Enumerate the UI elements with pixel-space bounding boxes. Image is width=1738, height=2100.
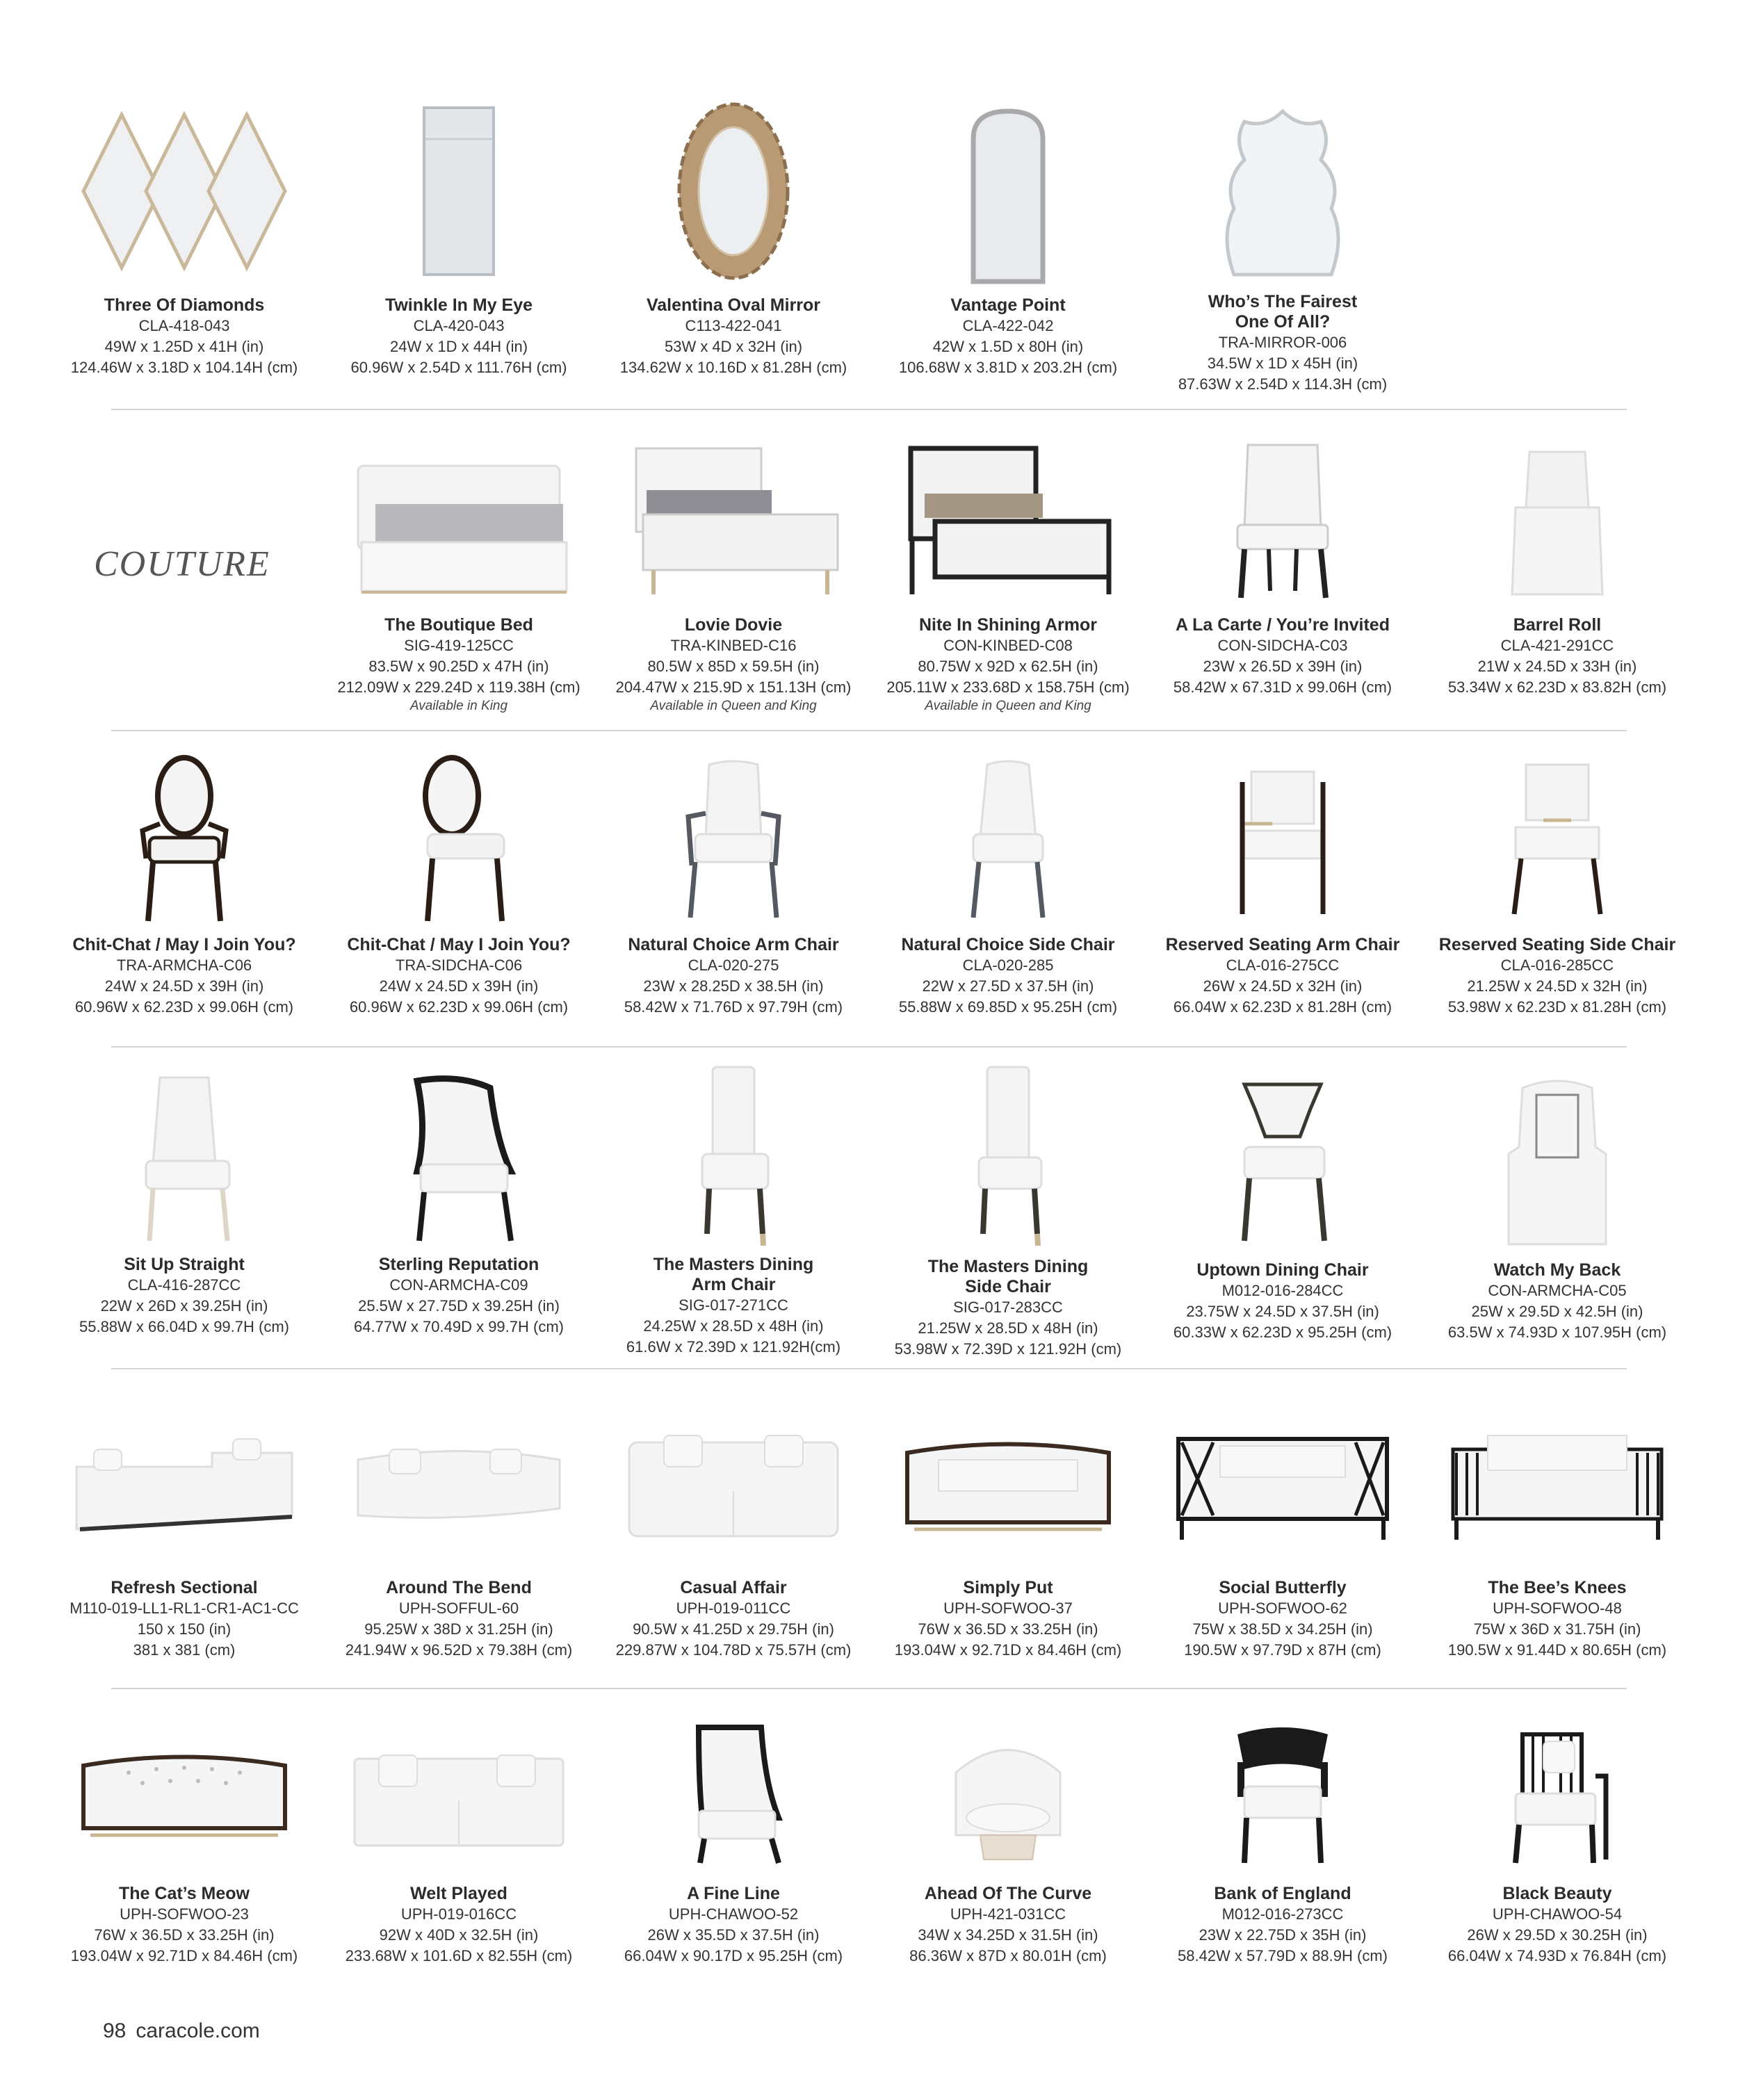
product-dimensions-cm: 86.36W x 87D x 80.01H (cm) — [909, 1947, 1107, 1964]
product-dimensions-in: 95.25W x 38D x 31.25H (in) — [364, 1620, 553, 1638]
product-sku: UPH-SOFWOO-37 — [943, 1600, 1073, 1617]
product-name: Nite In Shining Armor — [918, 615, 1098, 635]
product-dimensions-in: 23W x 22.75D x 35H (in) — [1199, 1926, 1367, 1944]
product-dimensions-cm: 53.98W x 62.23D x 81.28H (cm) — [1447, 998, 1667, 1016]
product-row-sofas — [49, 1397, 1689, 1675]
tufted-sofa-icon — [73, 1738, 295, 1866]
product-dimensions-in: 22W x 27.5D x 37.5H (in) — [922, 977, 1094, 995]
product-dimensions-cm: 134.62W x 10.16D x 81.28H (cm) — [619, 359, 847, 376]
product-dimensions-cm: 233.68W x 101.6D x 82.55H (cm) — [345, 1947, 573, 1964]
product-dimensions-cm: 229.87W x 104.78D x 75.57H (cm) — [615, 1641, 852, 1659]
product-dimensions-in: 92W x 40D x 32.5H (in) — [379, 1926, 539, 1944]
product-sku: TRA-ARMCHA-C06 — [116, 957, 252, 974]
panel-bed-icon — [622, 438, 845, 605]
product-name: Vantage Point — [950, 295, 1066, 315]
klismos-chair-icon — [1171, 1071, 1394, 1251]
product-sku: CLA-020-275 — [688, 957, 779, 974]
product-sku: M110-019-LL1-RL1-CR1-AC1-CC — [70, 1600, 299, 1617]
product-dimensions-cm: 381 x 381 (cm) — [133, 1641, 236, 1659]
product-dimensions-in: 21.25W x 24.5D x 32H (in) — [1467, 977, 1648, 995]
product-dimensions-in: 24W x 24.5D x 39H (in) — [104, 977, 264, 995]
product-row-mirrors — [49, 90, 1689, 403]
square-side-chair-icon — [1446, 754, 1668, 928]
product-name: Reserved Seating Arm Chair — [1165, 935, 1400, 954]
product-dimensions-in: 150 x 150 (in) — [137, 1620, 232, 1638]
product-dimensions-in: 24W x 24.5D x 39H (in) — [379, 977, 539, 995]
framed-bed-icon — [897, 438, 1119, 605]
product-sku: C113-422-041 — [685, 317, 782, 334]
product-name: The Bee’s Knees — [1488, 1578, 1627, 1597]
product-sku: UPH-019-016CC — [400, 1905, 517, 1923]
barrel-chair-icon — [1446, 438, 1668, 605]
product-dimensions-in: 34W x 34.25D x 31.5H (in) — [918, 1926, 1098, 1944]
product-name: Casual Affair — [680, 1578, 787, 1597]
rect-mirror-icon — [348, 97, 570, 285]
framed-arm-chair-icon — [348, 1067, 570, 1251]
wing-chair-icon — [1446, 1071, 1668, 1251]
product-dimensions-cm: 204.47W x 215.9D x 151.13H (cm) — [615, 678, 852, 696]
page-footer — [103, 2019, 260, 2043]
product-dimensions-cm: 58.42W x 57.79D x 88.9H (cm) — [1177, 1947, 1388, 1964]
product-name: Social Butterfly — [1219, 1578, 1347, 1597]
product-dimensions-cm: 87.63W x 2.54D x 114.3H (cm) — [1178, 375, 1388, 393]
product-name: A Fine Line — [687, 1884, 780, 1903]
row-divider — [111, 1046, 1627, 1048]
product-sku: SIG-017-283CC — [953, 1299, 1063, 1316]
upholstered-bed-icon — [348, 438, 570, 605]
product-sku: TRA-KINBED-C16 — [670, 637, 797, 654]
product-dimensions-in: 26W x 35.5D x 37.5H (in) — [647, 1926, 820, 1944]
track-arm-sofa-icon — [348, 1738, 570, 1866]
product-name: Reserved Seating Side Chair — [1438, 935, 1676, 954]
product-dimensions-cm: 53.98W x 72.39D x 121.92H (cm) — [894, 1340, 1122, 1358]
sectional-sofa-icon — [73, 1425, 295, 1550]
product-name: Valentina Oval Mirror — [646, 295, 821, 315]
product-dimensions-in: 90.5W x 41.25D x 29.75H (in) — [633, 1620, 834, 1638]
product-dimensions-cm: 212.09W x 229.24D x 119.38H (cm) — [337, 678, 580, 696]
product-name: Three Of Diamonds — [104, 295, 265, 315]
product-name: Watch My Back — [1493, 1260, 1621, 1280]
product-dimensions-cm: 66.04W x 90.17D x 95.25H (cm) — [624, 1947, 843, 1964]
product-dimensions-cm: 190.5W x 91.44D x 80.65H (cm) — [1447, 1641, 1667, 1659]
product-name: Lovie Dovie — [684, 615, 783, 635]
spindle-chair-icon — [1446, 1727, 1668, 1870]
product-name: The Masters Dining Side Chair — [927, 1257, 1089, 1296]
arm-chair-icon — [622, 754, 845, 928]
framed-sofa-icon — [897, 1425, 1119, 1550]
product-name: Ahead Of The Curve — [924, 1884, 1092, 1903]
product-dimensions-in: 76W x 36.5D x 33.25H (in) — [94, 1926, 275, 1944]
product-name: Who’s The Fairest One Of All? — [1208, 292, 1358, 332]
row-divider — [111, 730, 1627, 731]
product-dimensions-cm: 53.34W x 62.23D x 83.82H (cm) — [1447, 678, 1667, 696]
product-sku: CON-ARMCHA-C05 — [1488, 1282, 1627, 1299]
product-name: Barrel Roll — [1513, 615, 1602, 635]
product-sku: CLA-016-285CC — [1500, 957, 1614, 974]
availability-note: Available in Queen and King — [925, 699, 1091, 713]
product-dimensions-in: 23.75W x 24.5D x 37.5H (in) — [1186, 1303, 1379, 1320]
product-name: Welt Played — [410, 1884, 507, 1903]
accent-chair-icon — [622, 1720, 845, 1870]
product-dimensions-in: 42W x 1.5D x 80H (in) — [932, 338, 1084, 355]
lattice-sofa-icon — [1171, 1422, 1394, 1550]
product-sku: CON-ARMCHA-C09 — [389, 1276, 528, 1294]
product-sku: UPH-CHAWOO-52 — [668, 1905, 799, 1923]
oval-back-arm-chair-icon — [73, 754, 295, 928]
product-dimensions-in: 80.5W x 85D x 59.5H (in) — [647, 658, 820, 675]
arched-mirror-icon — [897, 97, 1119, 285]
tall-side-chair-icon — [897, 1064, 1119, 1251]
product-dimensions-cm: 124.46W x 3.18D x 104.14H (cm) — [70, 359, 298, 376]
product-sku: UPH-CHAWOO-54 — [1492, 1905, 1623, 1923]
product-dimensions-cm: 61.6W x 72.39D x 121.92H(cm) — [626, 1338, 841, 1356]
product-name: Sit Up Straight — [124, 1255, 245, 1274]
product-dimensions-cm: 193.04W x 92.71D x 84.46H (cm) — [70, 1947, 298, 1964]
side-chair-icon — [897, 754, 1119, 928]
product-dimensions-cm: 66.04W x 74.93D x 76.84H (cm) — [1447, 1947, 1667, 1964]
availability-note: Available in Queen and King — [650, 699, 817, 713]
product-sku: CLA-016-275CC — [1226, 957, 1340, 974]
product-dimensions-cm: 60.96W x 62.23D x 99.06H (cm) — [74, 998, 294, 1016]
section-label: COUTURE — [94, 544, 270, 584]
product-name: Sterling Reputation — [378, 1255, 539, 1274]
product-dimensions-cm: 64.77W x 70.49D x 99.7H (cm) — [353, 1318, 564, 1335]
product-row-chairs — [49, 747, 1689, 1032]
product-sku: UPH-SOFWOO-23 — [120, 1905, 249, 1923]
product-sku: CLA-416-287CC — [127, 1276, 241, 1294]
product-name: Black Beauty — [1502, 1884, 1612, 1903]
product-row-beds — [49, 431, 1689, 723]
curved-sofa-icon — [348, 1425, 570, 1550]
product-name: Uptown Dining Chair — [1196, 1260, 1369, 1280]
product-dimensions-cm: 205.11W x 233.68D x 158.75H (cm) — [886, 678, 1130, 696]
product-name: Bank of England — [1214, 1884, 1351, 1903]
availability-note: Available in King — [409, 699, 508, 713]
venetian-mirror-icon — [1171, 97, 1394, 285]
product-sku: CLA-020-285 — [962, 957, 1054, 974]
site-link[interactable]: caracole.com — [136, 2019, 260, 2042]
product-name: The Masters Dining Arm Chair — [653, 1255, 814, 1294]
page-number: 98 — [103, 2019, 127, 2042]
product-sku: SIG-419-125CC — [404, 637, 514, 654]
square-arm-chair-icon — [1171, 754, 1394, 928]
product-row-seating — [49, 1717, 1689, 1995]
product-name: Chit-Chat / May I Join You? — [347, 935, 571, 954]
oval-back-side-chair-icon — [348, 754, 570, 928]
product-dimensions-cm: 193.04W x 92.71D x 84.46H (cm) — [894, 1641, 1122, 1659]
parsons-chair-icon — [73, 1067, 295, 1251]
product-sku: CLA-421-291CC — [1500, 637, 1614, 654]
oval-mirror-icon — [622, 97, 845, 285]
product-sku: CON-SIDCHA-C03 — [1217, 637, 1348, 654]
product-dimensions-in: 23W x 28.25D x 38.5H (in) — [643, 977, 824, 995]
product-dimensions-cm: 241.94W x 96.52D x 79.38H (cm) — [345, 1641, 573, 1659]
slipcover-sofa-icon — [622, 1422, 845, 1550]
product-name: The Cat’s Meow — [119, 1884, 250, 1903]
product-sku: CON-KINBED-C08 — [943, 637, 1073, 654]
product-dimensions-in: 23W x 26.5D x 39H (in) — [1203, 658, 1363, 675]
product-dimensions-cm: 55.88W x 69.85D x 95.25H (cm) — [898, 998, 1118, 1016]
product-dimensions-cm: 55.88W x 66.04D x 99.7H (cm) — [79, 1318, 289, 1335]
product-dimensions-in: 76W x 36.5D x 33.25H (in) — [918, 1620, 1098, 1638]
product-dimensions-in: 75W x 38.5D x 34.25H (in) — [1192, 1620, 1373, 1638]
product-sku: TRA-SIDCHA-C06 — [395, 957, 523, 974]
product-name: A La Carte / You’re Invited — [1176, 615, 1390, 635]
product-name: Natural Choice Side Chair — [901, 935, 1115, 954]
row-divider — [111, 1368, 1627, 1369]
product-dimensions-in: 22W x 26D x 39.25H (in) — [100, 1297, 268, 1314]
product-name: Twinkle In My Eye — [384, 295, 533, 315]
product-dimensions-in: 83.5W x 90.25D x 47H (in) — [368, 658, 549, 675]
product-dimensions-in: 75W x 36D x 31.75H (in) — [1473, 1620, 1641, 1638]
product-sku: M012-016-273CC — [1221, 1905, 1344, 1923]
product-dimensions-cm: 106.68W x 3.81D x 203.2H (cm) — [898, 359, 1118, 376]
dining-chair-icon — [1171, 438, 1394, 605]
product-sku: UPH-019-011CC — [676, 1600, 791, 1617]
gallery-sofa-icon — [1446, 1422, 1668, 1550]
product-dimensions-in: 25.5W x 27.75D x 39.25H (in) — [358, 1297, 560, 1314]
product-sku: UPH-SOFWOO-62 — [1218, 1600, 1347, 1617]
diamond-mirror-icon — [73, 97, 295, 285]
product-name: Simply Put — [963, 1578, 1053, 1597]
tall-arm-chair-icon — [622, 1064, 845, 1251]
product-sku: UPH-SOFWOO-48 — [1493, 1600, 1622, 1617]
product-sku: M012-016-284CC — [1221, 1282, 1344, 1299]
product-dimensions-in: 26W x 24.5D x 32H (in) — [1203, 977, 1363, 995]
product-dimensions-cm: 60.96W x 62.23D x 99.06H (cm) — [349, 998, 569, 1016]
barrel-arm-chair-icon — [1171, 1720, 1394, 1870]
product-dimensions-in: 24W x 1D x 44H (in) — [389, 338, 528, 355]
row-divider — [111, 409, 1627, 410]
product-sku: CLA-418-043 — [138, 317, 230, 334]
product-row-dining-chairs — [49, 1060, 1689, 1369]
product-name: The Boutique Bed — [384, 615, 533, 635]
product-dimensions-in: 34.5W x 1D x 45H (in) — [1207, 355, 1358, 372]
product-name: Around The Bend — [386, 1578, 532, 1597]
product-dimensions-cm: 58.42W x 67.31D x 99.06H (cm) — [1173, 678, 1392, 696]
product-sku: SIG-017-271CC — [679, 1296, 788, 1314]
product-dimensions-in: 53W x 4D x 32H (in) — [664, 338, 803, 355]
product-dimensions-in: 49W x 1.25D x 41H (in) — [104, 338, 264, 355]
product-dimensions-cm: 66.04W x 62.23D x 81.28H (cm) — [1173, 998, 1392, 1016]
product-sku: UPH-SOFFUL-60 — [398, 1600, 519, 1617]
row-divider — [111, 1688, 1627, 1689]
product-sku: TRA-MIRROR-006 — [1218, 334, 1347, 351]
product-name: Refresh Sectional — [111, 1578, 258, 1597]
product-dimensions-cm: 63.5W x 74.93D x 107.95H (cm) — [1447, 1324, 1667, 1341]
product-name: Chit-Chat / May I Join You? — [72, 935, 296, 954]
product-dimensions-in: 80.75W x 92D x 62.5H (in) — [918, 658, 1098, 675]
product-dimensions-in: 25W x 29.5D x 42.5H (in) — [1471, 1303, 1643, 1320]
product-dimensions-cm: 60.33W x 62.23D x 95.25H (cm) — [1173, 1324, 1392, 1341]
product-dimensions-cm: 60.96W x 2.54D x 111.76H (cm) — [350, 359, 567, 376]
product-dimensions-in: 21W x 24.5D x 33H (in) — [1477, 658, 1637, 675]
swivel-chair-icon — [897, 1731, 1119, 1870]
product-name: Natural Choice Arm Chair — [628, 935, 839, 954]
product-sku: UPH-421-031CC — [950, 1905, 1066, 1923]
product-dimensions-in: 21.25W x 28.5D x 48H (in) — [918, 1319, 1098, 1337]
product-dimensions-cm: 190.5W x 97.79D x 87H (cm) — [1184, 1641, 1381, 1659]
product-dimensions-cm: 58.42W x 71.76D x 97.79H (cm) — [624, 998, 843, 1016]
product-dimensions-in: 26W x 29.5D x 30.25H (in) — [1467, 1926, 1648, 1944]
product-sku: CLA-422-042 — [962, 317, 1054, 334]
product-dimensions-in: 24.25W x 28.5D x 48H (in) — [643, 1317, 824, 1335]
product-sku: CLA-420-043 — [413, 317, 505, 334]
